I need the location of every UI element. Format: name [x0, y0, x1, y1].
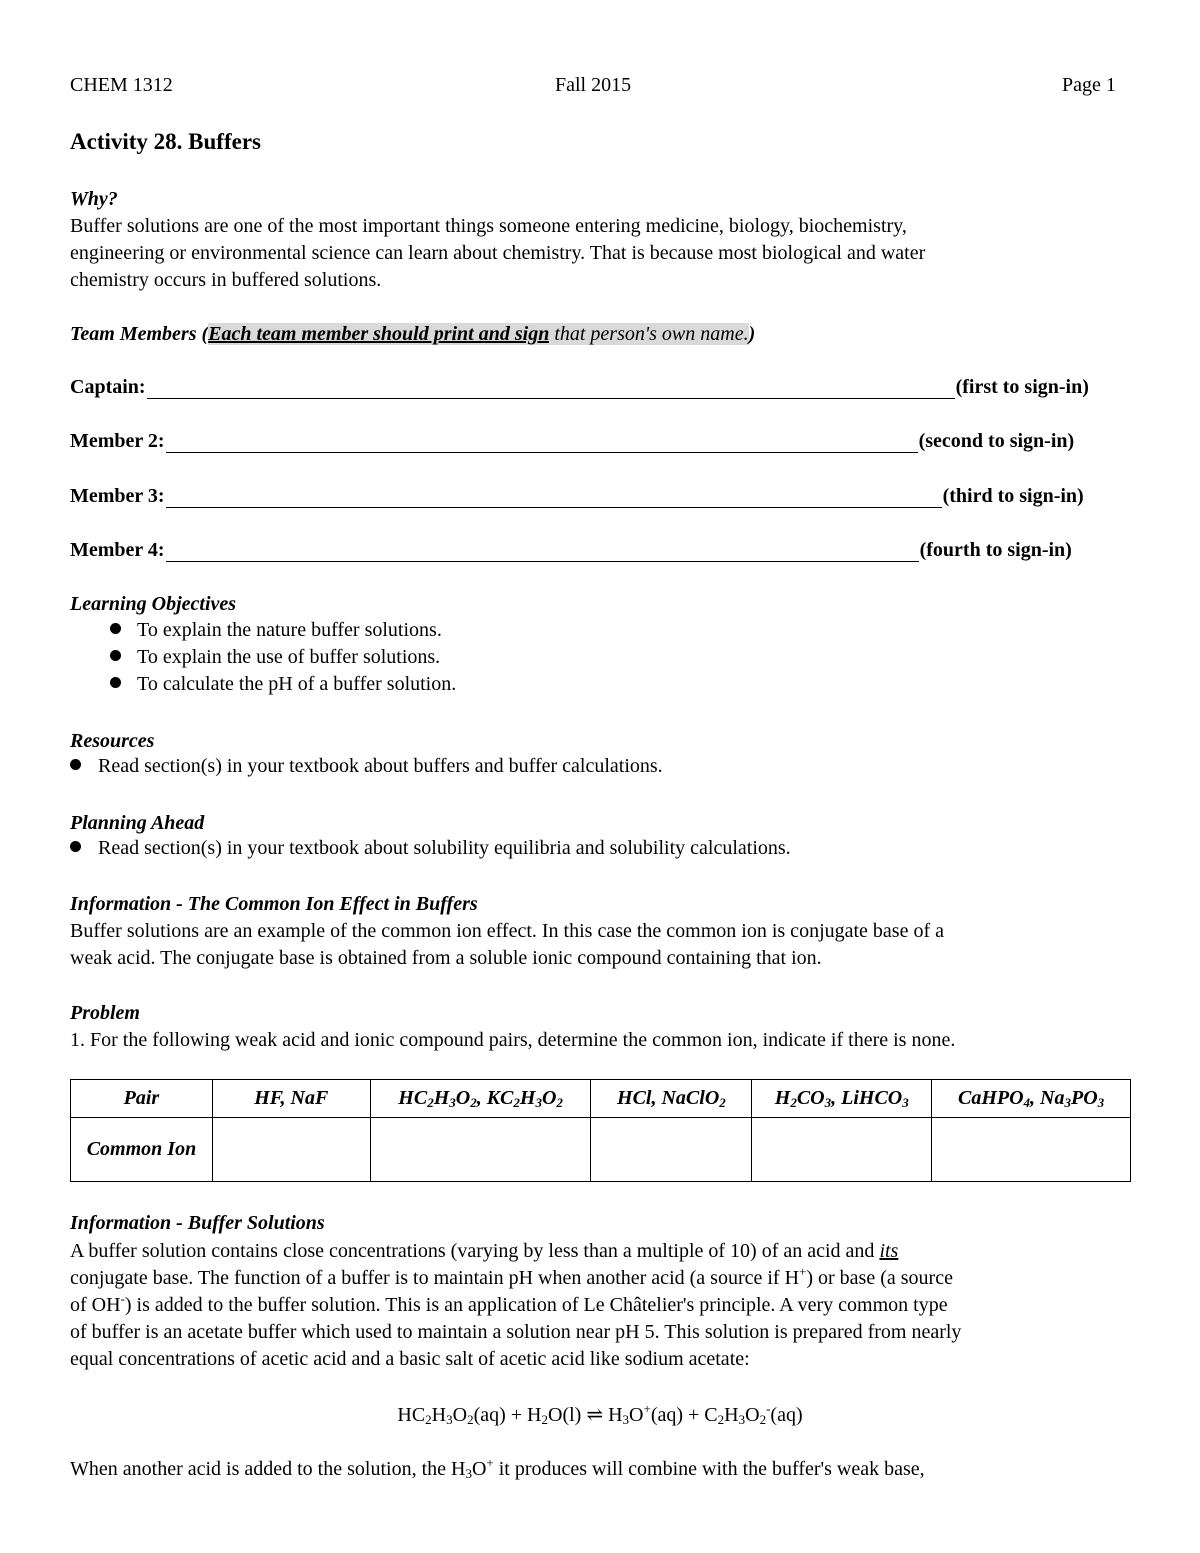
common-ion-table [70, 1079, 1131, 1182]
sign-row-label: Member 4: [70, 539, 165, 561]
pair-cell [370, 1080, 591, 1118]
table-row [71, 1118, 1131, 1182]
sign-row-member-4 [70, 539, 1072, 562]
header-page-number: Page 1 [1062, 74, 1116, 96]
pair-text: HF, NaF [254, 1087, 329, 1109]
page-title: Activity 28. Buffers [70, 129, 261, 154]
sign-row-member-2 [70, 430, 1074, 453]
common-ion-heading: Information - The Common Ion Effect in Buffers [70, 893, 478, 915]
objective-item: To explain the nature buffer solutions. [110, 619, 442, 642]
bullet-icon [70, 841, 81, 852]
common-ion-line-2: weak acid. The conjugate base is obtained from a soluble ionic compound containing that ion. [70, 947, 822, 969]
table-row-label: Pair [71, 1080, 213, 1118]
pair-text: CaHPO$_4$, $Na_3PO_3$ [957, 1087, 1105, 1110]
objectives-heading: Learning Objectives [70, 593, 237, 615]
answer-cell[interactable] [370, 1118, 591, 1182]
final-line: When another acid is added to the solution, the $H_3O^+$ it produces will combine with the buffer's weak base, [70, 1455, 925, 1481]
planning-heading: Planning Ahead [70, 812, 205, 834]
sign-row-note: (fourth to sign-in) [919, 539, 1072, 561]
pair-cell [752, 1080, 932, 1118]
sign-row-note: (second to sign-in) [918, 430, 1075, 452]
table-row-label: Common Ion [71, 1118, 213, 1182]
answer-cell[interactable] [212, 1118, 370, 1182]
objective-item: To explain the use of buffer solutions. [110, 646, 440, 669]
bullet-icon [110, 623, 121, 634]
why-line-2: engineering or environmental science can learn about chemistry. That is because most biological and water [70, 242, 926, 264]
bullet-icon [110, 677, 121, 688]
buffer-heading: Information - Buffer Solutions [70, 1212, 325, 1234]
signature-line-member-3[interactable] [166, 487, 942, 508]
buffer-line-3: of OH-) is added to the buffer solution. This is an application of Le Châtelier's principle. A very common type [70, 1291, 948, 1316]
objective-item: To calculate the pH of a buffer solution. [110, 673, 456, 696]
answer-cell[interactable] [752, 1118, 932, 1182]
bullet-icon [110, 650, 121, 661]
buffer-line-2: conjugate base. The function of a buffer is to maintain pH when another acid (a source if H+) or base (a source [70, 1264, 953, 1289]
pair-cell [212, 1080, 370, 1118]
acetate-equation: $HC_2H_3O_2(aq) + H_2O(l)$ ⇌ $H_3O^+(aq) + C_2H_3O_2^-(aq)$ [397, 1401, 803, 1427]
team-heading-rest: that person's own name. [549, 323, 749, 345]
header-course: CHEM 1312 [70, 74, 173, 96]
emphasis-its: its [879, 1240, 899, 1262]
sign-row-label: Captain: [70, 376, 146, 398]
bullet-icon [70, 759, 81, 770]
team-heading-start: Team Members ( [70, 323, 209, 345]
problem-heading: Problem [70, 1002, 140, 1024]
buffer-line-5: equal concentrations of acetic acid and a basic salt of acetic acid like sodium acetate: [70, 1348, 750, 1370]
sign-row-label: Member 2: [70, 430, 165, 452]
sign-row-member-3 [70, 485, 1084, 508]
common-ion-line-1: Buffer solutions are an example of the common ion effect. In this case the common ion is conjugate base of a [70, 920, 945, 942]
sign-row-captain [70, 376, 1089, 399]
signature-line-member-2[interactable] [166, 432, 918, 453]
planning-item: Read section(s) in your textbook about solubility equilibria and solubility calculations. [70, 837, 791, 860]
buffer-line-1: A buffer solution contains close concentrations (varying by less than a multiple of 10) of an acid and its [70, 1240, 899, 1262]
pair-cell [591, 1080, 752, 1118]
signature-line-captain[interactable] [147, 378, 955, 399]
why-line-3: chemistry occurs in buffered solutions. [70, 269, 382, 291]
pair-text: HCl, NaClO$_2$ [617, 1087, 726, 1110]
problem-text: 1. For the following weak acid and ionic compound pairs, determine the common ion, indicate if there is none. [70, 1029, 956, 1051]
table-row [71, 1080, 1131, 1118]
signature-line-member-4[interactable] [166, 541, 919, 562]
header-term: Fall 2015 [555, 74, 632, 96]
sign-row-note: (first to sign-in) [955, 376, 1089, 398]
resources-item: Read section(s) in your textbook about buffers and buffer calculations. [70, 755, 663, 778]
team-heading [70, 321, 755, 348]
answer-cell[interactable] [932, 1118, 1131, 1182]
team-heading-underlined: Each team member should print and sign [208, 323, 550, 345]
pair-cell [932, 1080, 1131, 1118]
pair-text: $HC_2H_3O_2$, $KC_2H_3O_2$ [398, 1087, 563, 1110]
team-heading-end: ) [748, 323, 756, 345]
resources-heading: Resources [70, 730, 155, 752]
why-heading: Why? [70, 188, 118, 210]
sign-row-note: (third to sign-in) [942, 485, 1084, 507]
pair-text: $H_2CO_3$, LiHCO$_3$ [774, 1087, 909, 1110]
answer-cell[interactable] [591, 1118, 752, 1182]
sign-row-label: Member 3: [70, 485, 165, 507]
why-line-1: Buffer solutions are one of the most important things someone entering medicine, biology, biochemistry, [70, 215, 907, 237]
buffer-line-4: of buffer is an acetate buffer which used to maintain a solution near pH 5. This solution is prepared from nearly [70, 1321, 962, 1343]
